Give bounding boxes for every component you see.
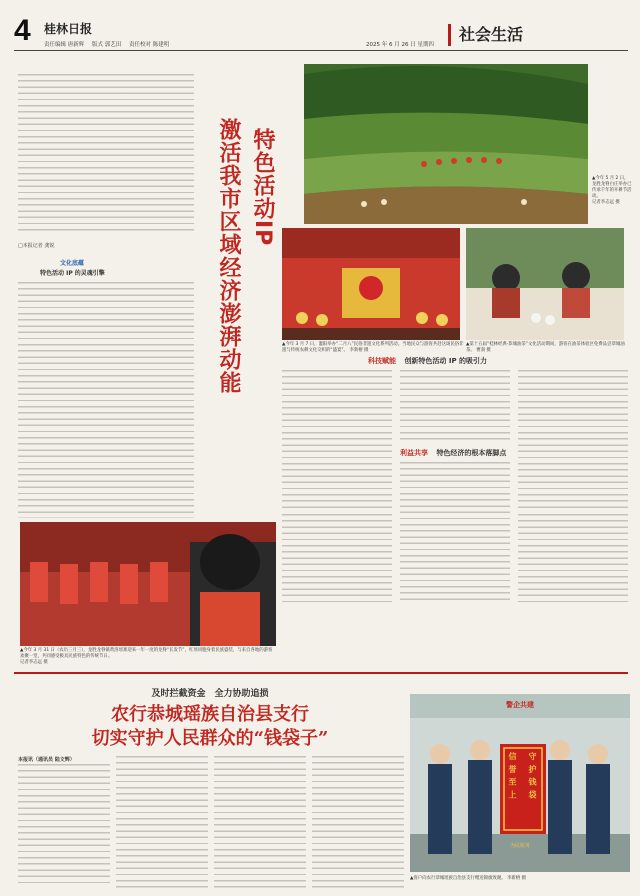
subhead-benefit-tag: 利益共享 xyxy=(400,449,428,457)
subhead-culture-title: 特色活动 IP 的灵魂引擎 xyxy=(40,270,105,277)
intro-text-column xyxy=(18,74,194,234)
second-story-headline-1: 农行恭城瑶族自治县支行 xyxy=(111,704,309,725)
body-text-mid-1 xyxy=(282,370,392,510)
top-rule xyxy=(14,50,628,51)
caption-festival xyxy=(282,342,464,354)
editor-1: 责任编辑 唐新辉 xyxy=(44,42,85,48)
body-text-left xyxy=(18,282,194,518)
paper-name: 桂林日报 xyxy=(44,22,93,36)
tea-illustration xyxy=(466,228,624,340)
caption-festival-text: ▲今年 3 月 7 日，灌阳举办“二月八”民俗非遗文化系列活动。当地民众与游客共赴这场民俗非遗与传统农耕文化交织的“盛宴”。 xyxy=(282,342,464,353)
second-story-text-4 xyxy=(312,756,404,888)
second-story-text-2 xyxy=(116,756,208,888)
festival-illustration xyxy=(282,228,460,340)
caption-bank-credit: 李新榕 摄 xyxy=(507,876,526,881)
caption-terraces-text: ▲今年 5 月 2 日，龙胜龙脊白庄举办已传承千年的开耕节活动。 xyxy=(592,176,632,199)
photo-terraces xyxy=(304,64,588,224)
flag-left-text: 信 誉 至 上 xyxy=(508,752,517,800)
main-headline-line2: 特色活动IP xyxy=(250,128,275,247)
photo-festival xyxy=(282,228,460,340)
caption-long-hair-text: ▲今年 3 月 31 日（农历三月三），龙胜龙脊镇黄洛瑶寨迎来一年一度的龙脊“长发节”，红瑶同胞身着民族盛装，与来自各地的游客欢聚一堂，共同感受极具民族特色的传统节日。 xyxy=(20,648,273,659)
subhead-culture xyxy=(60,258,90,267)
section-divider xyxy=(14,672,628,674)
caption-tea xyxy=(466,342,626,354)
publication-date: 2025 年 6 月 26 日 星期四 xyxy=(366,42,434,48)
main-headline-line1: 激活我市区域经济澎湃动能 xyxy=(216,118,241,394)
subhead-benefit-title: 特色经济的根本落脚点 xyxy=(436,449,507,457)
body-text-mid-6 xyxy=(518,514,628,602)
caption-long-hair-credit: 记者李志远 摄 xyxy=(20,660,48,665)
body-text-mid-4 xyxy=(400,462,510,602)
caption-bank-text: ▲客户向农行恭城瑶族自治县支行赠送锦旗致谢。 xyxy=(410,876,506,881)
editor-3: 责任校对 陈建明 xyxy=(129,42,170,48)
caption-festival-credit: 李新榕 摄 xyxy=(349,348,369,353)
flag-center-text: 为民服务 xyxy=(509,843,530,849)
photo-tea xyxy=(466,228,624,340)
subhead-tech-title: 创新特色活动 IP 的吸引力 xyxy=(404,357,488,365)
caption-terraces xyxy=(592,176,632,206)
editors-line xyxy=(44,40,175,48)
subhead-tech xyxy=(368,356,487,366)
body-text-mid-2 xyxy=(400,370,510,442)
subhead-tech-tag: 科技赋能 xyxy=(368,357,396,365)
section-name: 社会生活 xyxy=(448,24,628,46)
terraces-illustration xyxy=(304,64,588,224)
second-story-kicker: 及时拦截资金 全力协助追损 xyxy=(151,689,269,699)
second-story-text-1 xyxy=(18,764,110,888)
byline: □本报记者 龚锐 xyxy=(18,243,55,249)
page-number: 4 xyxy=(14,14,31,47)
subhead-benefit xyxy=(400,448,506,458)
caption-long-hair xyxy=(20,648,276,666)
caption-bank xyxy=(410,876,630,882)
photo-long-hair-festival xyxy=(20,522,276,646)
banner-sign: 警企共建 xyxy=(506,701,534,709)
second-story-dateline: 本报讯（通讯员 陆文辉） xyxy=(18,757,75,763)
caption-tea-text: ▲第十五届“桂林经典·恭城油茶”文化活动期间，游客在油茶体验区免费品尝恭城油茶。 xyxy=(466,342,625,353)
editor-2: 版式 郭艺田 xyxy=(92,42,122,48)
subhead-culture-tag: 文化底蕴 xyxy=(60,260,85,267)
body-text-mid-5 xyxy=(282,514,392,602)
second-story-headline-2: 切实守护人民群众的“钱袋子” xyxy=(91,728,329,749)
second-story-text-3 xyxy=(214,756,306,888)
flag-right-text: 守 护 钱 袋 xyxy=(528,752,537,800)
long-hair-festival-illustration xyxy=(20,522,276,646)
masthead xyxy=(0,0,640,56)
caption-terraces-credit: 记者李志远 摄 xyxy=(592,200,620,205)
body-text-mid-3 xyxy=(518,370,628,510)
caption-tea-credit: 曹润 摄 xyxy=(476,348,491,353)
